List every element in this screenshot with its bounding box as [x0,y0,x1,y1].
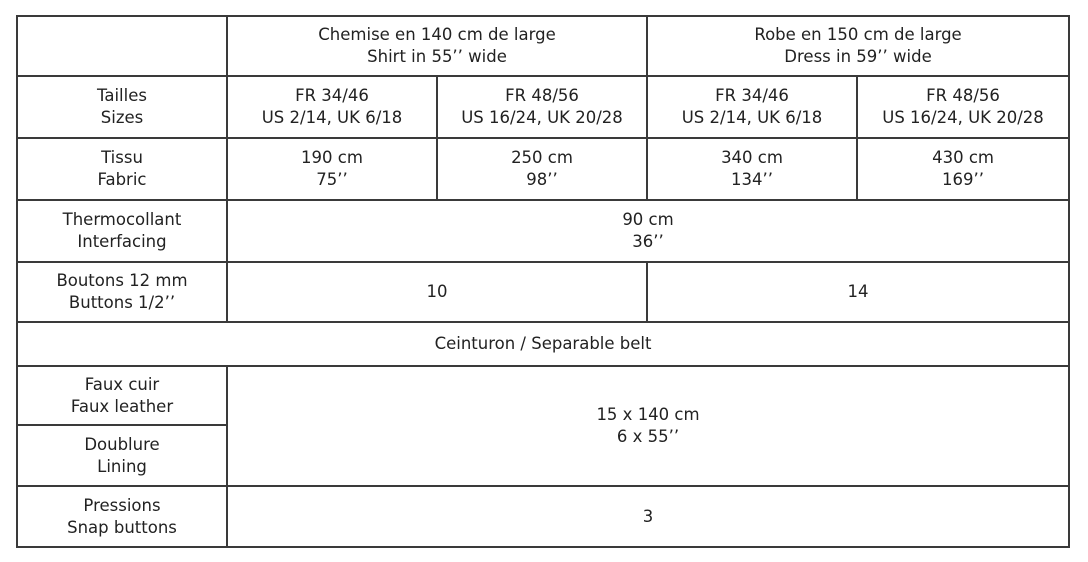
interfacing-label: Thermocollant Interfacing [17,200,227,262]
fabric-requirements-table [16,15,1070,548]
buttons-label: Boutons 12 mm Buttons 1/2’’ [17,262,227,322]
belt-section-row [17,322,1069,366]
belt-size-value: 15 x 140 cm 6 x 55’’ [227,366,1069,486]
corner-cell [17,16,227,76]
dress-size-large: FR 48/56 US 16/24, UK 20/28 [857,76,1069,138]
dress-size-small: FR 34/46 US 2/14, UK 6/18 [647,76,857,138]
dress-fabric-large: 430 cm 169’’ [857,138,1069,200]
faux-leather-label: Faux cuir Faux leather [17,366,227,425]
shirt-fabric-small: 190 cm 75’’ [227,138,437,200]
dress-buttons-value: 14 [647,262,1069,322]
snaps-value: 3 [227,486,1069,547]
snaps-row [17,486,1069,547]
dress-header: Robe en 150 cm de large Dress in 59’’ wide [647,16,1069,76]
fabric-row [17,138,1069,200]
sizes-label: Tailles Sizes [17,76,227,138]
shirt-size-small: FR 34/46 US 2/14, UK 6/18 [227,76,437,138]
fabric-label: Tissu Fabric [17,138,227,200]
faux-leather-row [17,366,1069,425]
shirt-size-large: FR 48/56 US 16/24, UK 20/28 [437,76,647,138]
interfacing-row [17,200,1069,262]
header-row [17,16,1069,76]
buttons-row [17,262,1069,322]
interfacing-value: 90 cm 36’’ [227,200,1069,262]
sizes-row [17,76,1069,138]
lining-label: Doublure Lining [17,425,227,486]
shirt-fabric-large: 250 cm 98’’ [437,138,647,200]
shirt-buttons-value: 10 [227,262,647,322]
snaps-label: Pressions Snap buttons [17,486,227,547]
belt-section-title: Ceinturon / Separable belt [17,322,1069,366]
shirt-header: Chemise en 140 cm de large Shirt in 55’’ wide [227,16,647,76]
dress-fabric-small: 340 cm 134’’ [647,138,857,200]
